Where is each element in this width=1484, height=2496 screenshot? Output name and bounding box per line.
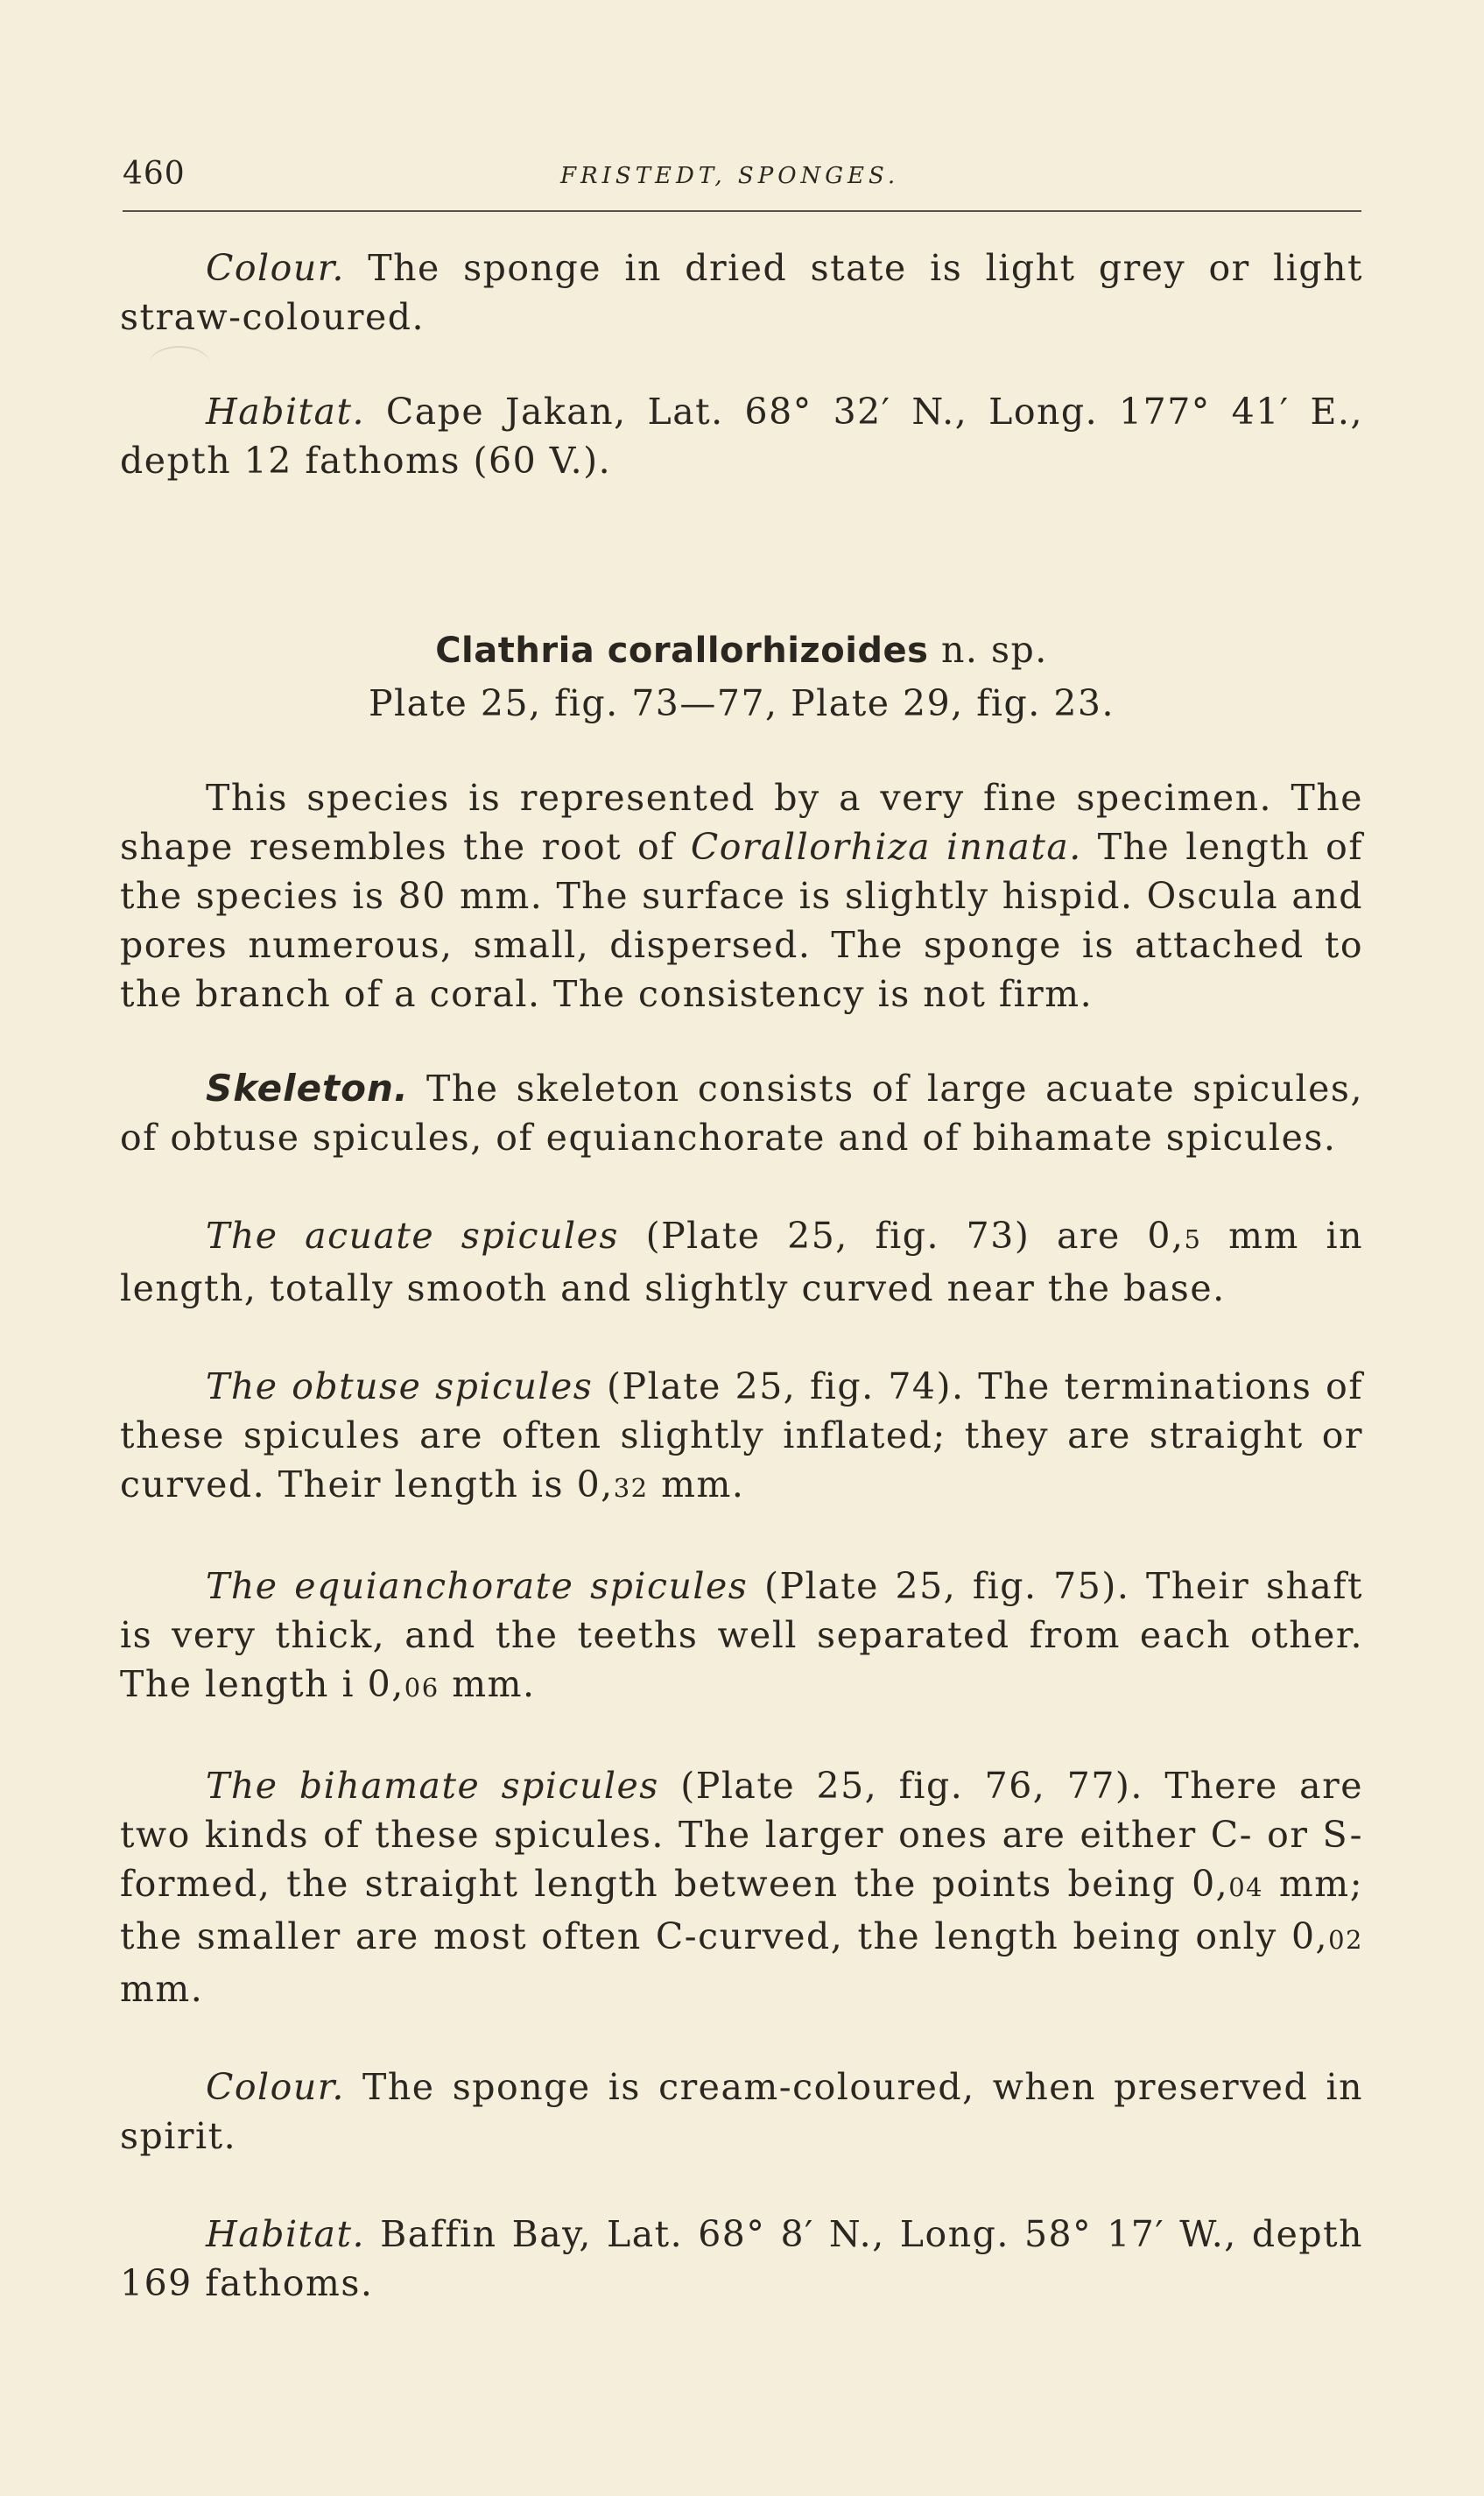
colour-lead: Colour. xyxy=(206,2066,345,2108)
obtuse-text-a: (Plate 25, fig. 74). The terminations of these spicules are often slightly inflated; they are straight or curved. Their length is 0, xyxy=(120,1365,1363,1505)
prev-habitat-text: Cape Jakan, Lat. 68° 32′ N., Long. 177° 41′ E., depth 12 fathoms (60 V.). xyxy=(120,391,1363,482)
colour-paragraph xyxy=(120,2062,1363,2161)
page-number: 460 xyxy=(123,156,186,192)
body-text xyxy=(120,243,1363,2308)
description-paragraph xyxy=(120,773,1363,1019)
acuate-text-a: (Plate 25, fig. 73) are 0, xyxy=(618,1215,1185,1257)
habitat-paragraph xyxy=(120,2210,1363,2308)
species-heading xyxy=(120,625,1363,728)
bihamate-small-length: 02 xyxy=(1328,1925,1363,1955)
prev-colour-lead: Colour. xyxy=(206,247,345,289)
habitat-text: Baffin Bay, Lat. 68° 8′ N., Long. 58° 17′ W., depth 169 fathoms. xyxy=(120,2213,1363,2304)
description-text-b: The length of the species is 80 mm. The surface is slightly hispid. Oscula and pores numerous, small, dispersed. The sponge is attached to the branch of a coral. The consistency is not firm. xyxy=(120,826,1363,1015)
bihamate-large-length: 04 xyxy=(1228,1872,1264,1902)
acuate-length: 5 xyxy=(1184,1224,1202,1254)
prev-colour-paragraph xyxy=(120,243,1363,342)
species-suffix: n. sp. xyxy=(928,629,1048,671)
bihamate-text-b: mm; the smaller are most often C-curved, the length being only 0, xyxy=(120,1863,1364,1957)
equianchorate-lead: The equianchorate spicules xyxy=(206,1565,749,1607)
acuate-paragraph xyxy=(120,1211,1363,1313)
equianchorate-text-b: mm. xyxy=(439,1663,536,1705)
prev-habitat-paragraph xyxy=(120,387,1363,485)
skeleton-lead: Skeleton. xyxy=(206,1067,409,1110)
bihamate-text-c: mm. xyxy=(120,1968,204,2010)
page-header xyxy=(123,156,1361,208)
description-text-a: This species is represented by a very fine specimen. The shape resembles the root of xyxy=(120,777,1363,868)
obtuse-lead: The obtuse spicules xyxy=(206,1365,594,1407)
acuate-text-b: mm in length, totally smooth and slightly curved near the base. xyxy=(120,1215,1364,1309)
equianchorate-text-a: (Plate 25, fig. 75). Their shaft is very thick, and the teeths well separated from each other. The length i 0, xyxy=(120,1565,1363,1705)
species-plates: Plate 25, fig. 73—77, Plate 29, fig. 23. xyxy=(368,682,1115,724)
prev-colour-text: The sponge in dried state is light grey or light straw-coloured. xyxy=(120,247,1363,338)
description-species-ref: Corallorhiza innata. xyxy=(690,826,1082,868)
obtuse-length: 32 xyxy=(613,1473,649,1503)
bihamate-paragraph xyxy=(120,1761,1363,2013)
equianchorate-length: 06 xyxy=(404,1673,440,1703)
obtuse-text-b: mm. xyxy=(648,1463,745,1505)
prev-habitat-lead: Habitat. xyxy=(206,391,365,433)
bihamate-lead: The bihamate spicules xyxy=(206,1765,659,1807)
skeleton-paragraph xyxy=(120,1064,1363,1162)
skeleton-text: The skeleton consists of large acuate spicules, of obtuse spicules, of equianchorate and of bihamate spicules. xyxy=(120,1068,1363,1159)
equianchorate-paragraph xyxy=(120,1562,1363,1712)
colour-text: The sponge is cream-coloured, when preserved in spirit. xyxy=(120,2066,1363,2157)
header-rule xyxy=(123,210,1361,212)
acuate-lead: The acuate spicules xyxy=(206,1215,619,1257)
habitat-lead: Habitat. xyxy=(206,2213,365,2255)
bihamate-text-a: (Plate 25, fig. 76, 77). There are two kinds of these spicules. The larger ones are either C- or S-formed, the straight length between the points being 0, xyxy=(120,1765,1363,1905)
species-name: Clathria corallorhizoides xyxy=(435,631,929,671)
obtuse-paragraph xyxy=(120,1362,1363,1512)
running-head: FRISTEDT, SPONGES. xyxy=(560,163,900,189)
